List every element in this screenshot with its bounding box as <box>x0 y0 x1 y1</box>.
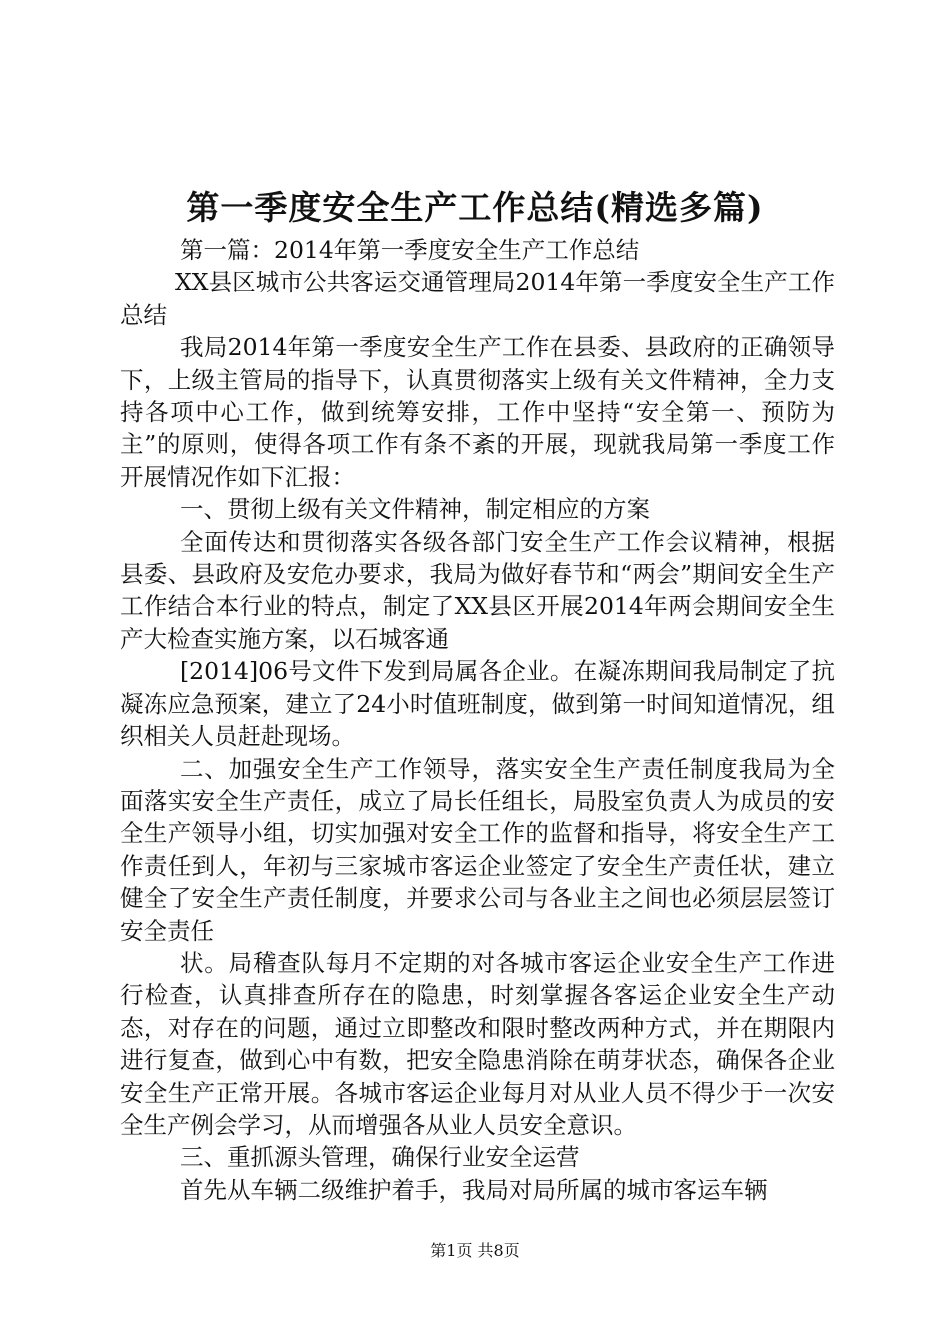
section-heading-one: 一、贯彻上级有关文件精神，制定相应的方案 <box>180 495 650 524</box>
section-heading-three: 三、重抓源头管理，确保行业安全运营 <box>180 1143 580 1172</box>
document-title: 第一季度安全生产工作总结(精选多篇) <box>186 188 764 227</box>
page-number-footer: 第1页 共8页 <box>430 1241 520 1260</box>
paragraph-one: 全面传达和贯彻落实各级各部门安全生产工作会议精神，根据县委、县政府及安危办要求，我局为做好春节和“两会”期间安全生产工作结合本行业的特点，制定了XX县区开展2014年两会期间安全生产大检查实施方案，以石城客通 <box>120 527 835 653</box>
paragraph-intro: 我局2014年第一季度安全生产工作在县委、县政府的正确领导下，上级主管局的指导下，认真贯彻落实上级有关文件精神，全力支持各项中心工作，做到统筹安排，工作中坚持“安全第一、预防为主”的原则，使得各项工作有条不紊的开展，现就我局第一季度工作开展情况作如下汇报： <box>120 333 835 491</box>
paragraph-two-continued: 状。局稽查队每月不定期的对各城市客运企业安全生产工作进行检查，认真排查所存在的隐患，时刻掌握各客运企业安全生产动态，对存在的问题，通过立即整改和限时整改两种方式，并在期限内进行复查，做到心中有数，把安全隐患消除在萌芽状态，确保各企业安全生产正常开展。各城市客运企业每月对从业人员不得少于一次安全生产例会学习，从而增强各从业人员安全意识。 <box>120 948 835 1139</box>
paragraph-three: 首先从车辆二级维护着手，我局对局所属的城市客运车辆 <box>180 1175 768 1204</box>
report-subtitle: XX县区城市公共客运交通管理局2014年第一季度安全生产工作总结 <box>120 268 835 329</box>
section-heading-part-one: 第一篇：2014年第一季度安全生产工作总结 <box>180 236 640 264</box>
section-heading-two: 二、加强安全生产工作领导，落实安全生产责任制度我局为全面落实安全生产责任，成立了局长任组长，局股室负责人为成员的安全生产领导小组，切实加强对安全工作的监督和指导，将安全生产工作责任到人，年初与三家城市客运企业签定了安全生产责任状，建立健全了安全生产责任制度，并要求公司与各业主之间也必须层层签订安全责任 <box>120 754 835 945</box>
paragraph-one-continued: [2014]06号文件下发到局属各企业。在凝冻期间我局制定了抗凝冻应急预案，建立了24小时值班制度，做到第一时间知道情况，组织相关人员赶赴现场。 <box>120 657 835 751</box>
document-body <box>120 234 835 1206</box>
